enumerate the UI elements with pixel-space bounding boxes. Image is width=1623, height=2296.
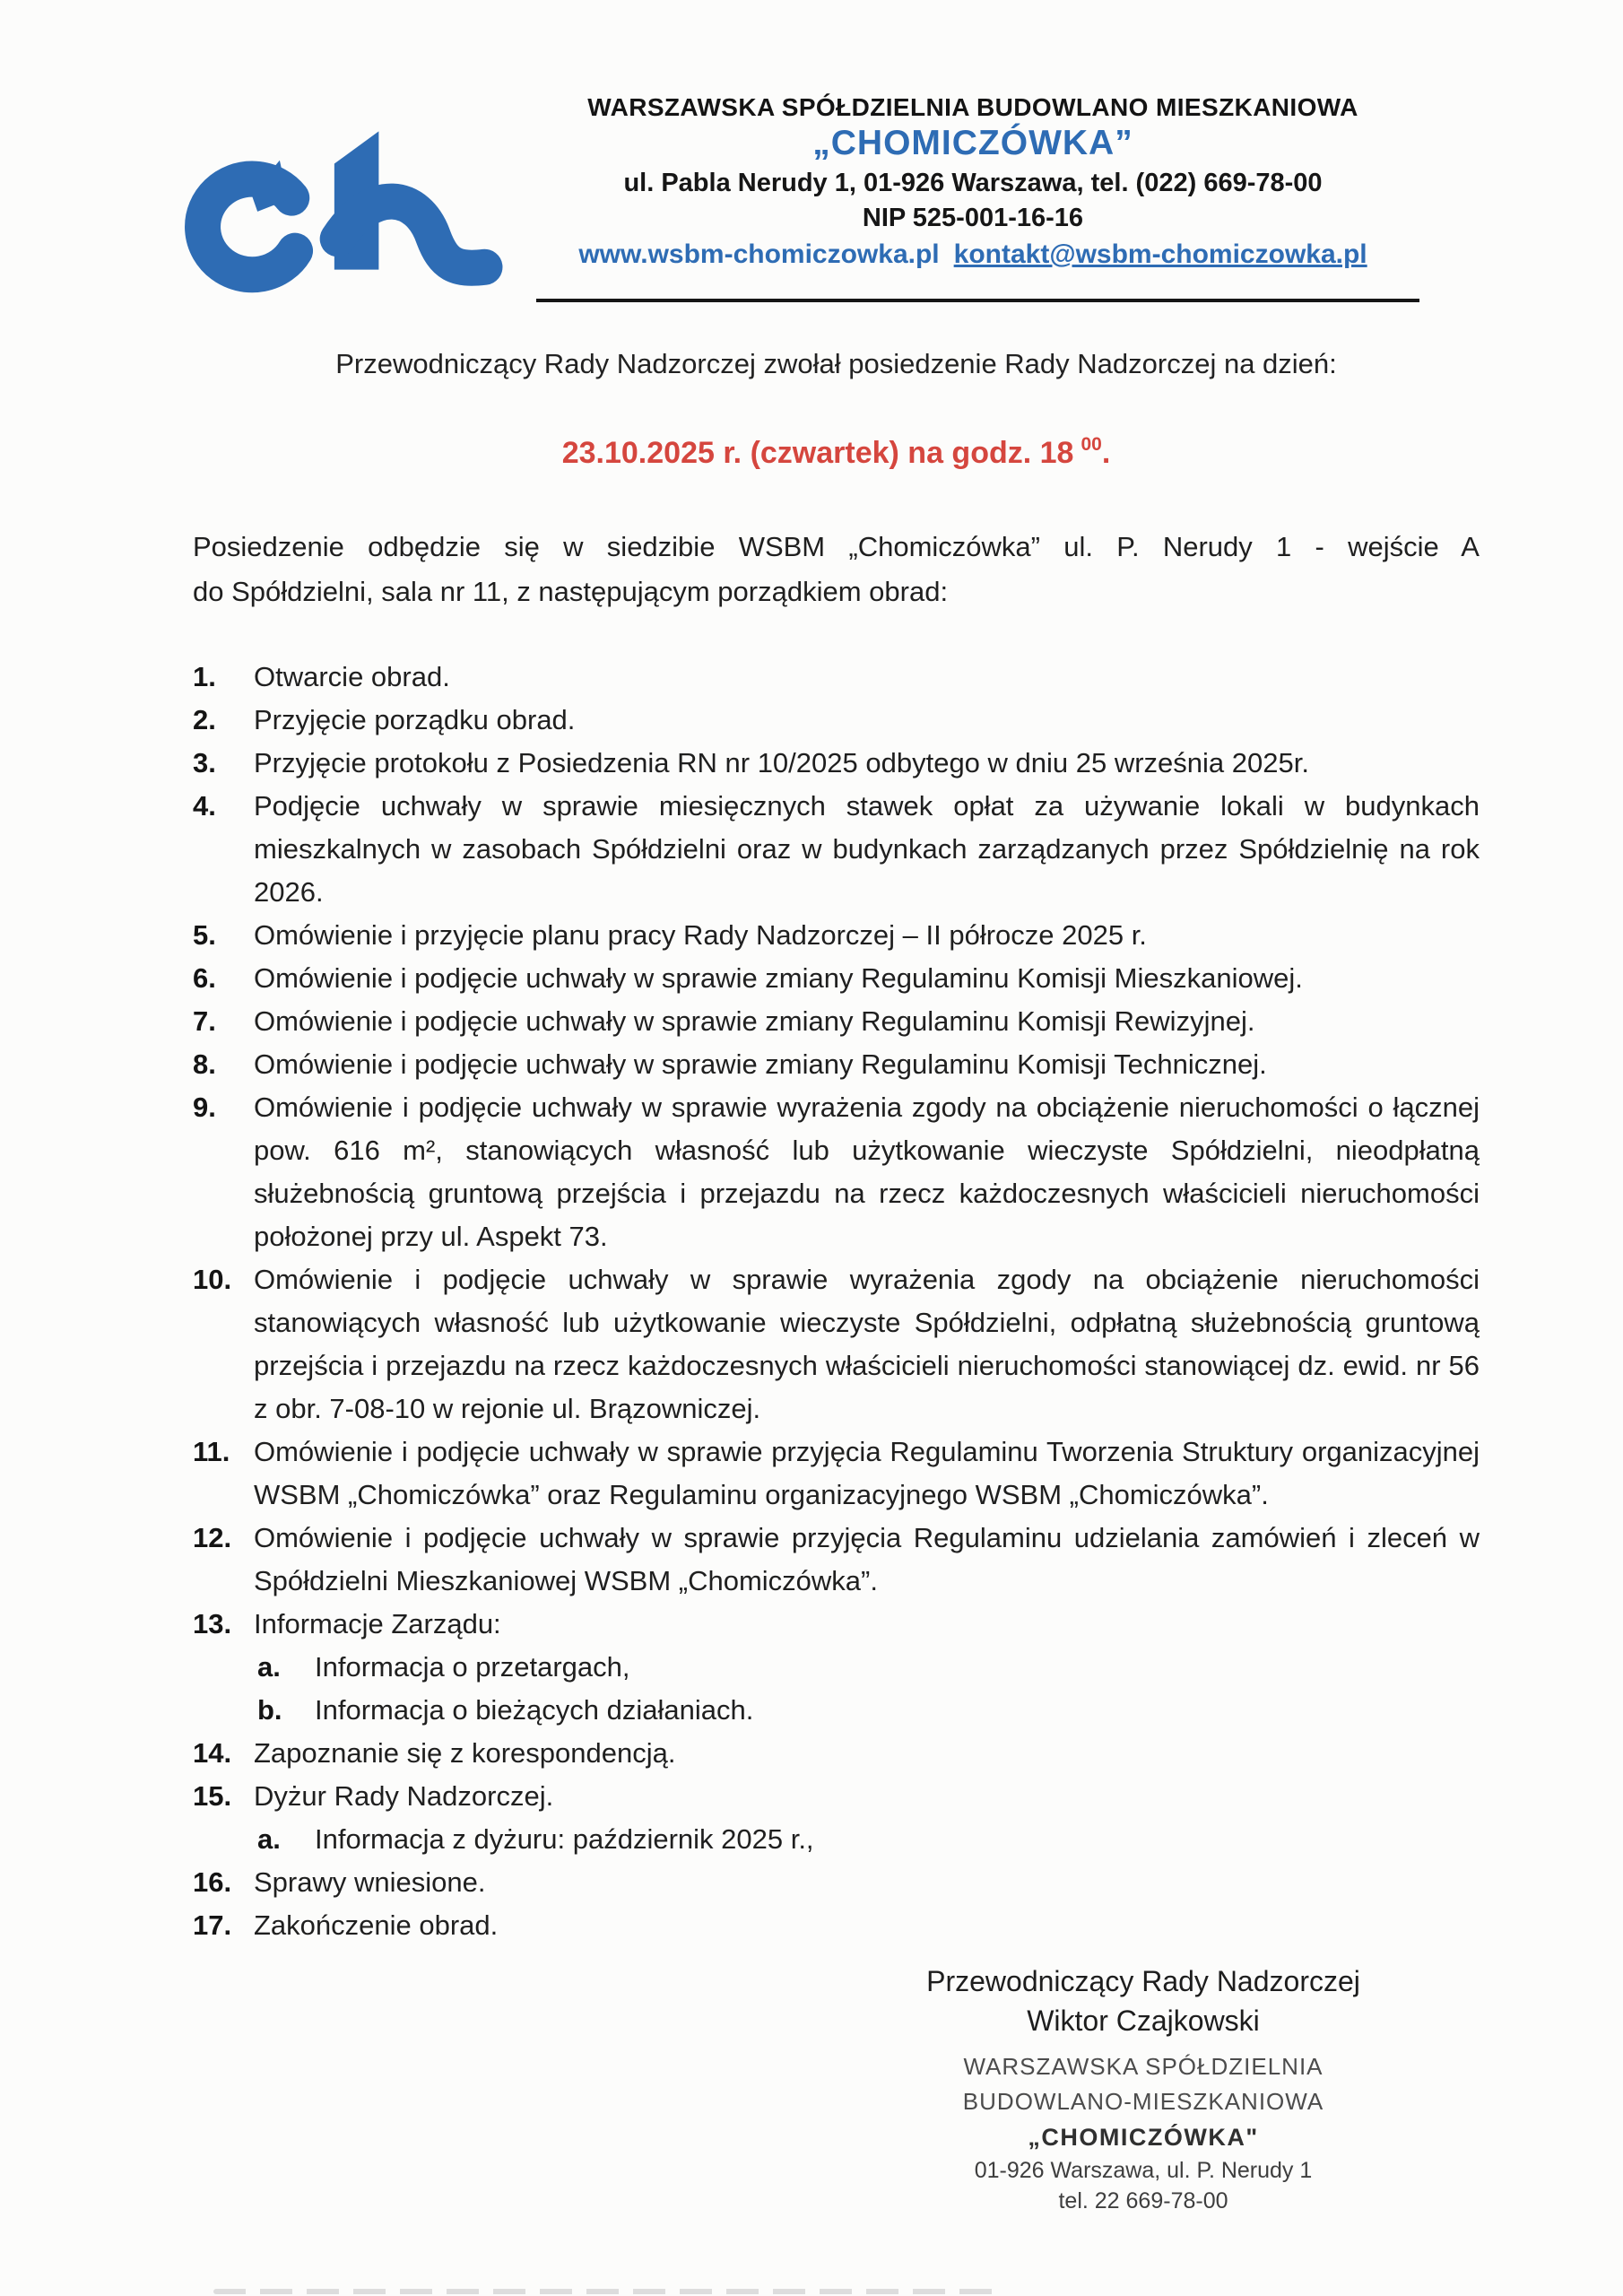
agenda-item-text: Omówienie i podjęcie uchwały w sprawie przyjęcia Regulaminu udzielania zamówień i zleceń w Spółdzielni Mieszkaniowej WSBM „Chomiczówka”. xyxy=(254,1522,1480,1596)
agenda-item xyxy=(193,699,1480,742)
stamp-org-name: „CHOMICZÓWKA" xyxy=(1028,2124,1259,2151)
intro-line: Przewodniczący Rady Nadzorczej zwołał posiedzenie Rady Nadzorczej na dzień: xyxy=(335,348,1337,379)
agenda-item xyxy=(193,785,1480,914)
agenda-item-text: Zakończenie obrad. xyxy=(254,1909,499,1941)
agenda-item xyxy=(193,1904,1480,1947)
venue-line-2: do Spółdzielni, sala nr 11, z następującym porządkiem obrad: xyxy=(193,576,949,607)
website-link[interactable]: www.wsbm-chomiczowka.pl xyxy=(578,239,940,269)
agenda-subitem-text: Informacja o przetargach, xyxy=(315,1651,630,1683)
agenda-item-text: Przyjęcie protokołu z Posiedzenia RN nr 10/2025 odbytego w dniu 25 września 2025r. xyxy=(254,747,1309,778)
agenda-item-text: Przyjęcie porządku obrad. xyxy=(254,704,576,735)
agenda-item xyxy=(193,914,1480,957)
venue-paragraph xyxy=(193,525,1480,614)
agenda-item xyxy=(193,957,1480,1000)
agenda-item-number: 17. xyxy=(193,1909,232,1941)
agenda-item-text: Omówienie i podjęcie uchwały w sprawie zmiany Regulaminu Komisji Mieszkaniowej. xyxy=(254,962,1303,994)
agenda-item xyxy=(193,1603,1480,1732)
agenda-item-text: Omówienie i podjęcie uchwały w sprawie zmiany Regulaminu Komisji Technicznej. xyxy=(254,1048,1267,1080)
agenda-item-number: 11. xyxy=(193,1436,230,1467)
agenda-item-number: 6. xyxy=(193,962,216,994)
agenda-item-text: Otwarcie obrad. xyxy=(254,661,450,692)
agenda-subitem-letter: a. xyxy=(257,1823,281,1855)
agenda-item-text: Omówienie i przyjęcie planu pracy Rady Nadzorczej – II półrocze 2025 r. xyxy=(254,919,1147,951)
agenda-item xyxy=(193,742,1480,785)
agenda-item-number: 12. xyxy=(193,1522,232,1553)
signature-block xyxy=(834,1961,1453,2216)
agenda-item-number: 1. xyxy=(193,661,216,692)
agenda-item-number: 7. xyxy=(193,1005,216,1037)
org-address: ul. Pabla Nerudy 1, 01-926 Warszawa, tel. (022) 669-78-00 xyxy=(623,169,1323,197)
company-stamp xyxy=(834,2049,1453,2216)
header-divider xyxy=(536,299,1419,302)
agenda-item-text: Omówienie i podjęcie uchwały w sprawie zmiany Regulaminu Komisji Rewizyjnej. xyxy=(254,1005,1255,1037)
venue-line-1: Posiedzenie odbędzie się w siedzibie WSBM „Chomiczówka” ul. P. Nerudy 1 - wejście A xyxy=(193,531,1480,562)
letterhead xyxy=(525,93,1421,270)
meeting-date-period: . xyxy=(1101,436,1111,470)
agenda-subitem-text: Informacja o bieżących działaniach. xyxy=(315,1694,754,1726)
meeting-date-main: 23.10.2025 r. (czwartek) na godz. 18 xyxy=(561,436,1074,470)
agenda-subitem-text: Informacja z dyżuru: październik 2025 r., xyxy=(315,1823,814,1855)
agenda-item-text: Sprawy wniesione. xyxy=(254,1866,486,1898)
ch-logo-icon xyxy=(170,109,529,309)
stamp-org-line-2: BUDOWLANO-MIESZKANIOWA xyxy=(962,2088,1324,2115)
agenda-list xyxy=(193,656,1480,1947)
agenda-subitem-letter: b. xyxy=(257,1694,282,1726)
agenda-item-text: Podjęcie uchwały w sprawie miesięcznych stawek opłat za używanie lokali w budynkach mieszkalnych w zasobach Spółdzielni oraz w budynkach zarządzanych przez Spółdzielnię na rok 2026. xyxy=(254,790,1480,908)
agenda-subitem-letter: a. xyxy=(257,1651,281,1683)
agenda-item-text: Omówienie i podjęcie uchwały w sprawie wyrażenia zgody na obciążenie nieruchomości o łącznej pow. 616 m², stanowiących własność lub użytkowanie wieczyste Spółdzielni, nieodpłatną służebnością gruntową przejścia i przejazdu na rzecz każdoczesnych właścicieli nieruchomości położonej przy ul. Aspekt 73. xyxy=(254,1091,1480,1252)
org-nip: NIP 525-001-16-16 xyxy=(862,204,1084,232)
agenda-subitem xyxy=(257,1689,1480,1732)
agenda-item xyxy=(193,1043,1480,1086)
agenda-item-number: 14. xyxy=(193,1737,232,1769)
org-line: WARSZAWSKA SPÓŁDZIELNIA BUDOWLANO MIESZKANIOWA xyxy=(587,93,1358,121)
agenda-item-number: 9. xyxy=(193,1091,216,1123)
agenda-subitem xyxy=(257,1646,1480,1689)
email-link[interactable]: kontakt@wsbm-chomiczowka.pl xyxy=(953,239,1367,269)
agenda-item-number: 8. xyxy=(193,1048,216,1080)
agenda-item xyxy=(193,1431,1480,1517)
stamp-org-line-1: WARSZAWSKA SPÓŁDZIELNIA xyxy=(963,2053,1324,2080)
agenda-item-text: Dyżur Rady Nadzorczej. xyxy=(254,1780,554,1812)
meeting-time-superscript: 00 xyxy=(1081,434,1102,455)
agenda-item-number: 3. xyxy=(193,747,216,778)
agenda-subitem xyxy=(257,1818,1480,1861)
agenda-item-number: 2. xyxy=(193,704,216,735)
notice-body xyxy=(193,323,1480,2216)
agenda-item xyxy=(193,1517,1480,1603)
agenda-item xyxy=(193,1861,1480,1904)
signature-role: Przewodniczący Rady Nadzorczej xyxy=(926,1965,1360,1997)
agenda-item-number: 16. xyxy=(193,1866,232,1898)
agenda-item xyxy=(193,1086,1480,1258)
agenda-item-text: Zapoznanie się z korespondencją. xyxy=(254,1737,676,1769)
agenda-item-number: 15. xyxy=(193,1780,232,1812)
signature-name: Wiktor Czajkowski xyxy=(1027,2005,1260,2037)
agenda-item-number: 13. xyxy=(193,1608,232,1639)
ch-logo xyxy=(170,109,529,309)
agenda-item xyxy=(193,1775,1480,1861)
agenda-item-text: Omówienie i podjęcie uchwały w sprawie wyrażenia zgody na obciążenie nieruchomości stanowiących własność lub użytkowanie wieczyste Spółdzielni, odpłatną służebnością gruntową przejścia i przejazdu na rzecz każdoczesnych właścicieli nieruchomości stanowiącej dz. ewid. nr 56 z obr. 7-08-10 w rejonie ul. Brązowniczej. xyxy=(254,1264,1480,1424)
stamp-phone: tel. 22 669-78-00 xyxy=(1058,2188,1228,2213)
agenda-item-text: Informacje Zarządu: xyxy=(254,1608,501,1639)
agenda-item-number: 5. xyxy=(193,919,216,951)
agenda-item xyxy=(193,656,1480,699)
agenda-item-number: 10. xyxy=(193,1264,232,1295)
agenda-item-number: 4. xyxy=(193,790,216,822)
agenda-item xyxy=(193,1258,1480,1431)
agenda-item-text: Omówienie i podjęcie uchwały w sprawie przyjęcia Regulaminu Tworzenia Struktury organizacyjnej WSBM „Chomiczówka” oraz Regulaminu organizacyjnego WSBM „Chomiczówka”. xyxy=(254,1436,1480,1510)
scan-artifact xyxy=(213,2289,1002,2294)
stamp-address: 01-926 Warszawa, ul. P. Nerudy 1 xyxy=(974,2158,1313,2183)
agenda-item xyxy=(193,1732,1480,1775)
org-name: „CHOMICZÓWKA” xyxy=(812,124,1133,162)
agenda-item xyxy=(193,1000,1480,1043)
meeting-date xyxy=(193,434,1480,471)
